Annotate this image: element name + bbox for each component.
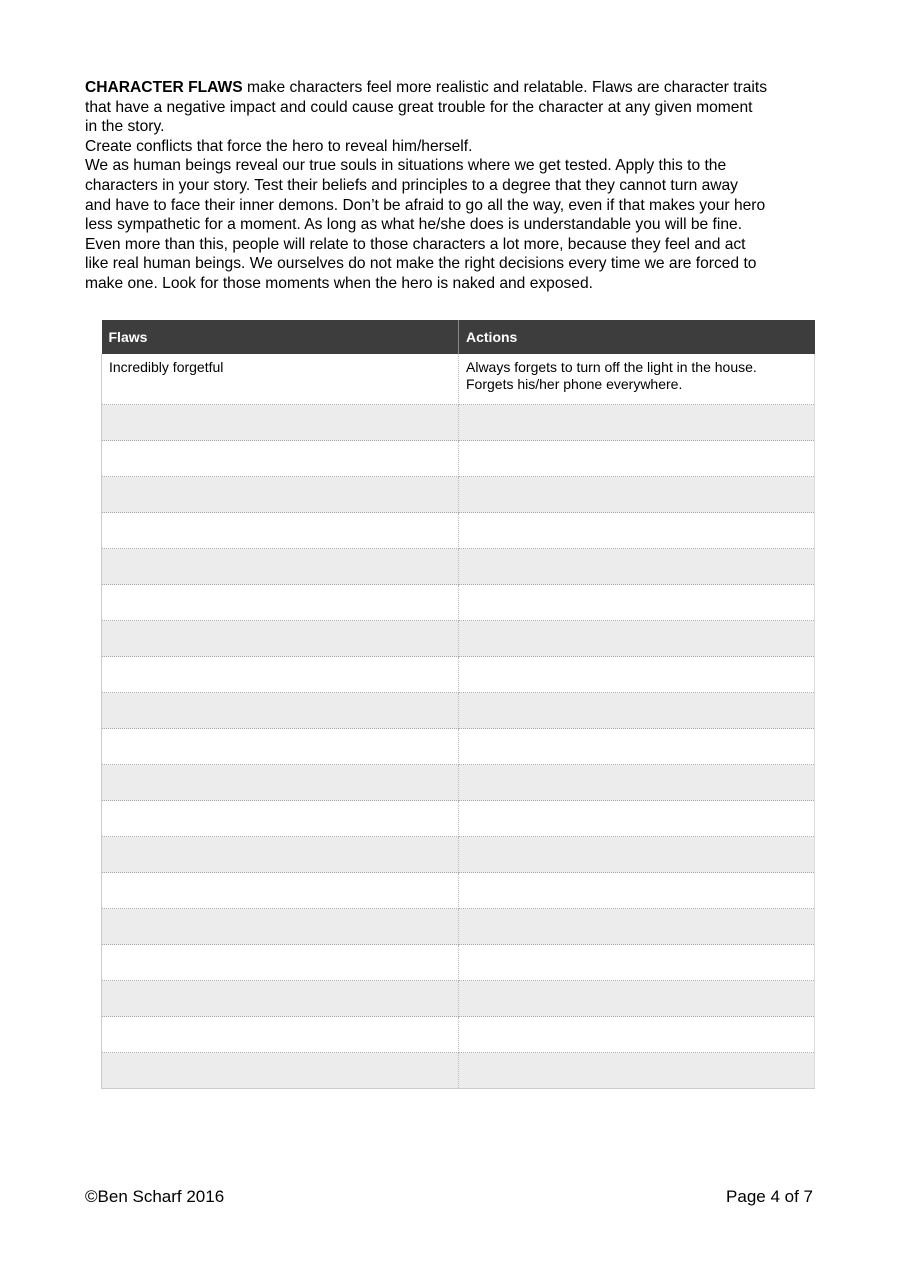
action-cell[interactable]	[459, 549, 815, 585]
action-cell[interactable]	[459, 354, 815, 405]
intro-line: Even more than this, people will relate to those characters a lot more, because they feel and act	[85, 235, 746, 253]
table-row	[102, 657, 815, 693]
flaw-cell[interactable]	[102, 585, 459, 621]
table-row	[102, 1053, 815, 1089]
flaw-cell[interactable]	[102, 873, 459, 909]
flaw-cell[interactable]: Incredibly forgetful	[102, 354, 459, 405]
table-row	[102, 693, 815, 729]
action-cell[interactable]	[459, 585, 815, 621]
table-row	[102, 477, 815, 513]
flaw-cell[interactable]	[102, 1017, 459, 1053]
flaw-cell[interactable]	[102, 801, 459, 837]
table-row	[102, 405, 815, 441]
table-row	[102, 513, 815, 549]
flaw-cell[interactable]	[102, 657, 459, 693]
flaw-cell[interactable]	[102, 945, 459, 981]
action-cell[interactable]	[459, 513, 815, 549]
table-row-example	[102, 354, 815, 405]
action-cell[interactable]	[459, 801, 815, 837]
action-cell[interactable]	[459, 441, 815, 477]
table-row	[102, 585, 815, 621]
action-cell[interactable]	[459, 477, 815, 513]
flaw-cell[interactable]	[102, 729, 459, 765]
header-flaws: Flaws	[102, 320, 459, 354]
action-cell[interactable]	[459, 765, 815, 801]
flaw-cell[interactable]	[102, 1053, 459, 1089]
copyright: ©Ben Scharf 2016	[85, 1187, 225, 1206]
flaw-cell[interactable]	[102, 441, 459, 477]
intro-line: in the story.	[85, 118, 165, 136]
flaw-cell[interactable]	[102, 765, 459, 801]
action-cell[interactable]	[459, 945, 815, 981]
table-row	[102, 765, 815, 801]
flaw-cell[interactable]	[102, 513, 459, 549]
table-header	[102, 320, 815, 354]
action-cell[interactable]	[459, 621, 815, 657]
intro-line: like real human beings. We ourselves do not make the right decisions every time we are forced to	[85, 255, 757, 273]
action-cell[interactable]	[459, 729, 815, 765]
intro-line: that have a negative impact and could cause great trouble for the character at any given moment	[85, 98, 753, 116]
action-cell[interactable]	[459, 693, 815, 729]
table-row	[102, 1017, 815, 1053]
intro-line-0: CHARACTER FLAWS make characters feel more realistic and relatable. Flaws are character traits	[85, 79, 768, 96]
table-row	[102, 801, 815, 837]
table-row	[102, 441, 815, 477]
intro-line: make one. Look for those moments when the hero is naked and exposed.	[85, 274, 593, 292]
intro-line: characters in your story. Test their beliefs and principles to a degree that they cannot turn away	[85, 176, 738, 194]
action-cell[interactable]	[459, 837, 815, 873]
flaw-cell[interactable]	[102, 477, 459, 513]
flaw-cell[interactable]	[102, 837, 459, 873]
intro-line: less sympathetic for a moment. As long as what he/she does is understandable you will be fine.	[85, 216, 743, 234]
table-row	[102, 909, 815, 945]
table-row	[102, 945, 815, 981]
action-cell[interactable]	[459, 1053, 815, 1089]
flaw-cell[interactable]	[102, 405, 459, 441]
header-actions: Actions	[459, 320, 815, 354]
section-heading: CHARACTER FLAWS	[85, 79, 243, 96]
intro-line: Create conflicts that force the hero to reveal him/herself.	[85, 137, 473, 155]
intro-line: and have to face their inner demons. Don’t be afraid to go all the way, even if that makes your hero	[85, 196, 766, 214]
action-line: Always forgets to turn off the light in the house.	[466, 359, 757, 375]
intro-line: We as human beings reveal our true souls in situations where we get tested. Apply this to the	[85, 157, 727, 175]
table-row	[102, 729, 815, 765]
table-row	[102, 981, 815, 1017]
flaws-table	[101, 320, 815, 1089]
action-cell[interactable]	[459, 405, 815, 441]
flaw-cell[interactable]	[102, 909, 459, 945]
flaw-cell[interactable]	[102, 693, 459, 729]
flaw-cell[interactable]	[102, 621, 459, 657]
table-row	[102, 549, 815, 585]
action-cell[interactable]	[459, 981, 815, 1017]
table-row	[102, 837, 815, 873]
flaw-cell[interactable]	[102, 549, 459, 585]
page-number: Page 4 of 7	[726, 1187, 813, 1206]
flaw-cell[interactable]	[102, 981, 459, 1017]
table-row	[102, 873, 815, 909]
action-cell[interactable]	[459, 909, 815, 945]
action-line: Forgets his/her phone everywhere.	[466, 376, 683, 392]
table-row	[102, 621, 815, 657]
action-cell[interactable]	[459, 657, 815, 693]
action-cell[interactable]	[459, 873, 815, 909]
intro-text	[85, 78, 825, 294]
action-cell[interactable]	[459, 1017, 815, 1053]
